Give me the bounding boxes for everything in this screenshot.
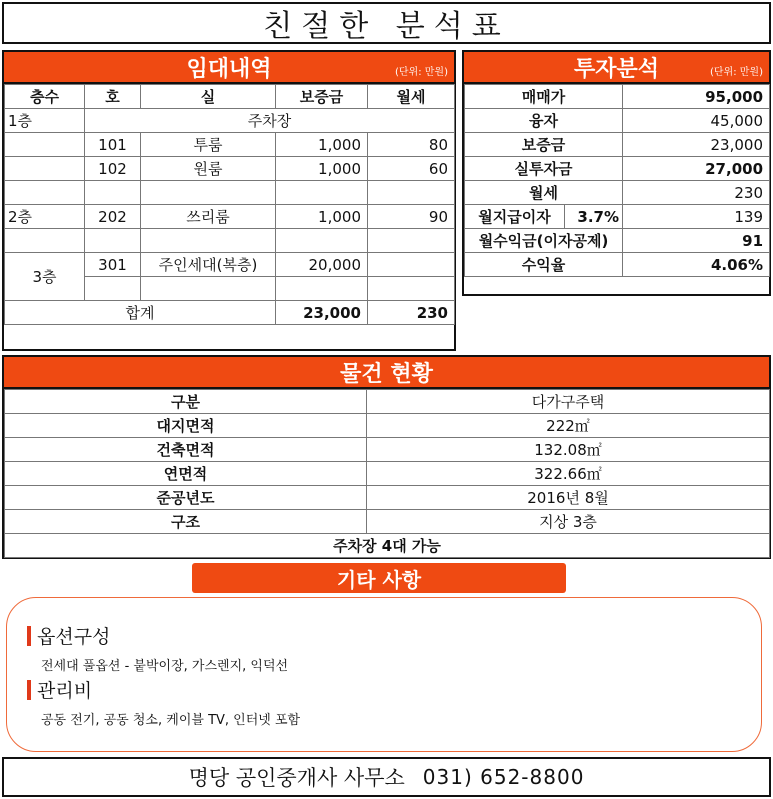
mgmt-title: 관리비	[37, 680, 93, 702]
page-title: 친절한 분석표	[263, 9, 510, 44]
total-deposit: 23,000	[276, 301, 368, 325]
table-row	[5, 229, 455, 253]
options-text: 전세대 풀옵션 - 붙박이장, 가스렌지, 익덕선	[41, 659, 289, 674]
etc-section	[6, 597, 762, 752]
parking-note: 주차장 4대 가능	[5, 534, 770, 558]
table-row	[5, 181, 455, 205]
total-row	[5, 301, 455, 325]
rent-cell: 80	[368, 133, 455, 157]
actual-value: 27,000	[623, 157, 770, 181]
mgmt-heading	[27, 676, 92, 703]
ho-cell: 101	[85, 133, 141, 157]
page-title-box	[2, 2, 771, 44]
lease-heading: 임대내역	[186, 56, 272, 82]
building-value: 132.08㎡	[367, 438, 770, 462]
deposit-cell: 20,000	[276, 253, 368, 277]
ho-cell: 301	[85, 253, 141, 277]
table-row	[5, 510, 770, 534]
table-row	[5, 438, 770, 462]
options-heading	[27, 622, 110, 649]
loan-value: 45,000	[623, 109, 770, 133]
sale-value: 95,000	[623, 85, 770, 109]
property-heading: 물건 현황	[340, 361, 433, 387]
table-row	[465, 157, 770, 181]
etc-heading: 기타 사항	[192, 563, 566, 593]
table-row	[465, 205, 770, 229]
ho-cell: 202	[85, 205, 141, 229]
parking-cell: 주차장	[85, 109, 455, 133]
bullet-bar-icon	[27, 626, 31, 646]
table-row	[465, 253, 770, 277]
net-value: 91	[623, 229, 770, 253]
office-name: 명당 공인중개사 사무소	[188, 766, 405, 790]
rent-value: 230	[623, 181, 770, 205]
floor-cell: 3층	[5, 253, 85, 301]
rent-cell: 90	[368, 205, 455, 229]
type-value: 다가구주택	[367, 390, 770, 414]
lease-col-rent: 월세	[368, 85, 455, 109]
deposit-value: 23,000	[623, 133, 770, 157]
room-cell: 원룸	[141, 157, 276, 181]
room-cell: 쓰리룸	[141, 205, 276, 229]
invest-section	[462, 50, 771, 296]
building-label: 건축면적	[5, 438, 367, 462]
land-value: 222㎡	[367, 414, 770, 438]
lease-header	[4, 52, 454, 84]
invest-table	[464, 84, 770, 277]
lease-col-deposit: 보증금	[276, 85, 368, 109]
table-row	[465, 181, 770, 205]
floor-cell: 2층	[5, 205, 85, 229]
deposit-label: 보증금	[465, 133, 623, 157]
yield-label: 수익율	[465, 253, 623, 277]
land-label: 대지면적	[5, 414, 367, 438]
mgmt-text: 공동 전기, 공동 청소, 케이블 TV, 인터넷 포함	[41, 713, 301, 728]
structure-label: 구조	[5, 510, 367, 534]
ho-cell: 102	[85, 157, 141, 181]
year-value: 2016년 8월	[367, 486, 770, 510]
office-phone: 031) 652-8800	[422, 765, 585, 789]
sale-label: 매매가	[465, 85, 623, 109]
footer	[2, 757, 771, 797]
structure-value: 지상 3층	[367, 510, 770, 534]
year-label: 준공년도	[5, 486, 367, 510]
table-row	[5, 133, 455, 157]
deposit-cell: 1,000	[276, 157, 368, 181]
lease-unit: (단위: 만원)	[395, 67, 448, 78]
interest-label: 월지급이자	[465, 205, 565, 229]
property-table	[4, 389, 770, 558]
loan-label: 융자	[465, 109, 623, 133]
lease-table	[4, 84, 455, 325]
floor-area-label: 연면적	[5, 462, 367, 486]
actual-label: 실투자금	[465, 157, 623, 181]
rent-cell: 60	[368, 157, 455, 181]
bullet-bar-icon	[27, 680, 31, 700]
total-label: 합계	[5, 301, 276, 325]
table-row	[5, 414, 770, 438]
invest-heading: 투자분석	[573, 56, 659, 82]
table-row	[465, 109, 770, 133]
property-section	[2, 355, 771, 559]
table-row	[5, 486, 770, 510]
floor-area-value: 322.66㎡	[367, 462, 770, 486]
table-row	[5, 462, 770, 486]
yield-value: 4.06%	[623, 253, 770, 277]
table-row	[465, 133, 770, 157]
table-row	[465, 85, 770, 109]
floor-cell: 1층	[5, 109, 85, 133]
table-row	[5, 253, 455, 277]
lease-col-ho: 호	[85, 85, 141, 109]
interest-value: 139	[623, 205, 770, 229]
lease-section	[2, 50, 456, 351]
table-row	[5, 205, 455, 229]
room-cell: 투룸	[141, 133, 276, 157]
lease-col-floor: 층수	[5, 85, 85, 109]
invest-unit: (단위: 만원)	[710, 67, 763, 78]
room-cell: 주인세대(복층)	[141, 253, 276, 277]
interest-rate: 3.7%	[565, 205, 623, 229]
table-row	[5, 157, 455, 181]
options-title: 옵션구성	[37, 626, 111, 648]
lease-col-room: 실	[141, 85, 276, 109]
invest-header	[464, 52, 769, 84]
table-row	[5, 109, 455, 133]
net-label: 월수익금(이자공제)	[465, 229, 623, 253]
table-row	[465, 229, 770, 253]
property-header	[4, 357, 769, 389]
deposit-cell: 1,000	[276, 205, 368, 229]
table-row	[5, 534, 770, 558]
lease-header-row	[5, 85, 455, 109]
deposit-cell: 1,000	[276, 133, 368, 157]
table-row	[5, 390, 770, 414]
type-label: 구분	[5, 390, 367, 414]
total-rent: 230	[368, 301, 455, 325]
rent-label: 월세	[465, 181, 623, 205]
